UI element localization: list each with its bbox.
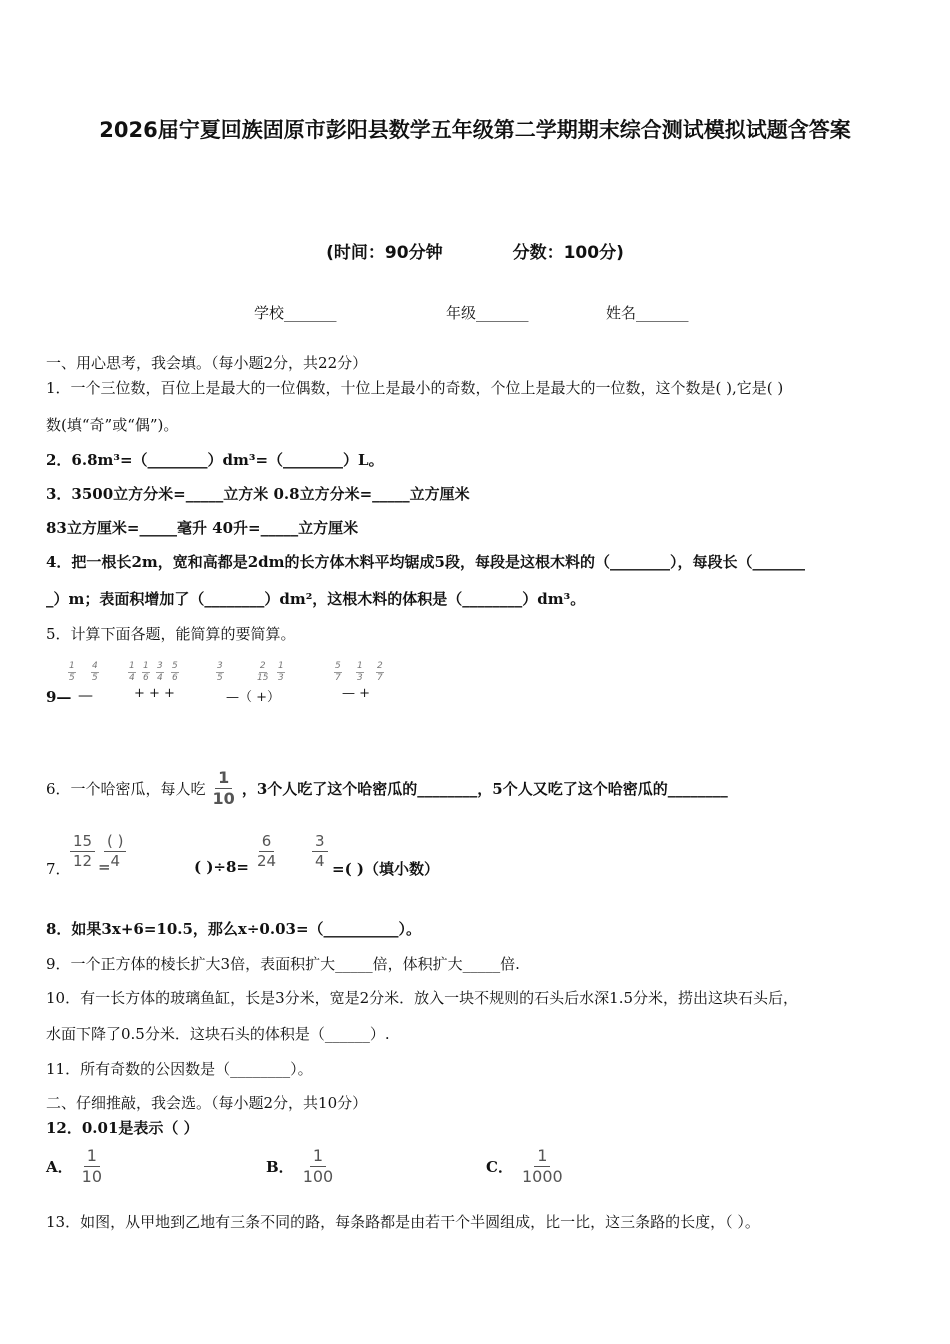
q5-frac-7: $\frac{3}{5}$ [217,661,223,683]
question-4-line-1: 4．把一根长2m，宽和高都是2dm的长方体木料平均锯成5段，每段是这根木料的（________），每段长（_______ [46,553,805,571]
section-1-heading: 一、用心思考，我会填。（每小题2分，共22分） [46,354,368,372]
question-5: 5．计算下面各题，能简算的要简算。 [46,625,296,643]
q5-frac-2: $\frac{4}{5}$ [92,661,98,683]
name-field: 姓名_______ [606,304,689,322]
q5-frac-6: $\frac{5}{6}$ [172,661,178,683]
option-c-fraction: $\frac{1}{1000}$ [521,1146,563,1186]
q6-fraction: $\frac{1}{10}$ [212,768,235,808]
q7-frac-4: $\frac{3}{4}$ [312,834,328,869]
question-3-line-1: 3．3500立方分米=_____立方米 0.8立方分米=_____立方厘米 [46,485,470,503]
q5-op-2: + + + [134,686,175,701]
q7-label: 7． [46,860,71,878]
q5-frac-3: $\frac{1}{4}$ [129,661,135,683]
question-3-line-2: 83立方厘米=_____毫升 40升=_____立方厘米 [46,519,359,537]
option-b-label: B． [266,1158,294,1176]
question-12: 12．0.01是表示（ ） [46,1119,199,1137]
option-b[interactable] [266,1148,336,1185]
q7-frac-1: $\frac{15}{12}$ [70,834,95,869]
option-c[interactable] [486,1148,566,1185]
q5-frac-10: $\frac{5}{7}$ [335,661,341,683]
q5-frac-12: $\frac{2}{7}$ [377,661,383,683]
q5-nine: 9— [46,688,72,706]
q5-frac-8: $\frac{2}{15}$ [257,661,269,683]
q5-op-1: — [78,686,93,704]
document-title: 2026届宁夏回族固原市彭阳县数学五年级第二学期期末综合测试模拟试题含答案 [99,118,851,142]
school-field: 学校_______ [254,304,337,322]
option-a-label: A． [46,1158,73,1176]
question-13: 13．如图，从甲地到乙地有三条不同的路，每条路都是由若干个半圆组成，比一比，这三条路的长度，（ ）。 [46,1213,760,1231]
question-4-line-2: _）m；表面积增加了（________）dm²，这根木料的体积是（________）dm³。 [46,590,586,608]
option-a-fraction: $\frac{1}{10}$ [81,1146,102,1186]
q6-prefix: 6．一个哈密瓜，每人吃 [46,780,206,798]
q7-equals: = [98,858,111,876]
section-2-heading: 二、仔细推敲，我会选。（每小题2分，共10分） [46,1094,368,1112]
q5-frac-1: $\frac{1}{5}$ [69,661,75,683]
exam-time: (时间：90分钟 [326,243,443,263]
question-9: 9．一个正方体的棱长扩大3倍，表面积扩大_____倍，体积扩大_____倍. [46,955,520,973]
question-8: 8．如果3x+6=10.5，那么x÷0.03=（__________）。 [46,920,422,938]
q5-op-4: — + [342,686,371,701]
q5-frac-9: $\frac{1}{3}$ [278,661,284,683]
option-c-label: C． [486,1158,513,1176]
question-1-line-2: 数(填“奇”或“偶”)。 [46,416,179,434]
q7-frac-2: ( ) 4 [104,834,126,869]
grade-field: 年级_______ [446,304,529,322]
q6-suffix: ，3个人吃了这个哈密瓜的________，5个人又吃了这个哈密瓜的________ [241,780,728,798]
q5-frac-4: $\frac{1}{6}$ [143,661,149,683]
exam-score: 分数：100分) [512,243,624,263]
q7-middle: ( )÷8= [194,858,249,876]
question-2: 2．6.8m³=（________）dm³=（________）L。 [46,451,384,469]
question-5-expressions [46,662,426,712]
question-10-line-2: 水面下降了0.5分米．这块石头的体积是（______）. [46,1025,390,1043]
option-a[interactable] [46,1148,105,1185]
q5-op-3: —（ +） [226,690,281,705]
question-7 [46,834,746,882]
q7-frac-3: $\frac{6}{24}$ [257,832,277,870]
question-1-line-1: 1．一个三位数，百位上是最大的一位偶数，十位上是最小的奇数，个位上是最大的一位数，这个数是( ),它是( ) [46,379,784,397]
q7-tail: =( )（填小数） [332,860,439,878]
q5-frac-11: $\frac{1}{3}$ [357,661,363,683]
exam-info [0,238,950,263]
q5-frac-5: $\frac{3}{4}$ [157,661,163,683]
question-6 [46,770,728,807]
question-10-line-1: 10．有一长方体的玻璃鱼缸，长是3分米，宽是2分米．放入一块不规则的石头后水深1.5分米，捞出这块石头后， [46,989,799,1007]
question-11: 11．所有奇数的公因数是（________）。 [46,1060,313,1078]
option-b-fraction: $\frac{1}{100}$ [302,1146,334,1186]
